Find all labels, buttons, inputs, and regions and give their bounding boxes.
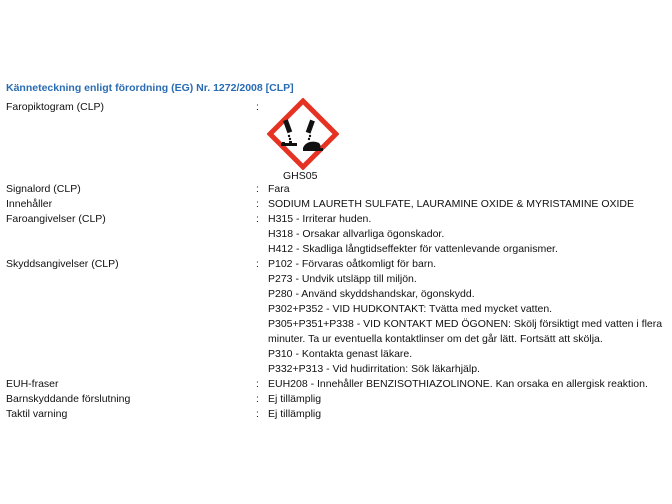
tactile-value: Ej tillämplig — [268, 408, 322, 420]
precaution-line: P332+P313 - Vid hudirritation: Sök läkarhjälp. — [268, 363, 480, 375]
colon: : — [256, 183, 259, 195]
child-closure-label: Barnskyddande förslutning — [6, 393, 131, 405]
child-closure-value: Ej tillämplig — [268, 393, 322, 405]
colon: : — [256, 198, 259, 210]
hazard-line: H412 - Skadliga långtidseffekter för vattenlevande organismer. — [268, 243, 558, 255]
colon: : — [256, 213, 259, 225]
hazard-line: H315 - Irriterar huden. — [268, 213, 372, 225]
euh-label: EUH-fraser — [6, 378, 59, 390]
hazard-label: Faroangivelser (CLP) — [6, 213, 106, 225]
corrosion-pictogram-icon — [267, 98, 339, 170]
precaution-label: Skyddsangivelser (CLP) — [6, 258, 119, 270]
contains-label: Innehåller — [6, 198, 53, 210]
precaution-line: P302+P352 - VID HUDKONTAKT: Tvätta med mycket vatten. — [268, 303, 553, 315]
precaution-line: P273 - Undvik utsläpp till miljön. — [268, 273, 417, 285]
contains-value: SODIUM LAURETH SULFATE, LAURAMINE OXIDE & MYRISTAMINE OXIDE — [268, 198, 635, 210]
precaution-line: minuter. Ta ur eventuella kontaktlinser om det går lätt. Fortsätt att skölja. — [268, 333, 603, 345]
colon: : — [256, 258, 259, 270]
signal-word-label: Signalord (CLP) — [6, 183, 81, 195]
tactile-label: Taktil varning — [6, 408, 68, 420]
ghs-code: GHS05 — [283, 170, 318, 182]
precaution-line: P310 - Kontakta genast läkare. — [268, 348, 413, 360]
signal-word-value: Fara — [268, 183, 290, 195]
euh-value: EUH208 - Innehåller BENZISOTHIAZOLINONE. Kan orsaka en allergisk reaktion. — [268, 378, 648, 390]
colon: : — [256, 378, 259, 390]
colon: : — [256, 101, 259, 113]
pictogram-label: Faropiktogram (CLP) — [6, 101, 105, 113]
precaution-line: P102 - Förvaras oåtkomligt för barn. — [268, 258, 437, 270]
section-heading: Känneteckning enligt förordning (EG) Nr. 1272/2008 [CLP] — [6, 82, 294, 94]
precaution-line: P280 - Använd skyddshandskar, ögonskydd. — [268, 288, 475, 300]
precaution-line: P305+P351+P338 - VID KONTAKT MED ÖGONEN: Skölj försiktigt med vatten i flera — [268, 318, 663, 330]
colon: : — [256, 393, 259, 405]
hazard-line: H318 - Orsakar allvarliga ögonskador. — [268, 228, 445, 240]
colon: : — [256, 408, 259, 420]
